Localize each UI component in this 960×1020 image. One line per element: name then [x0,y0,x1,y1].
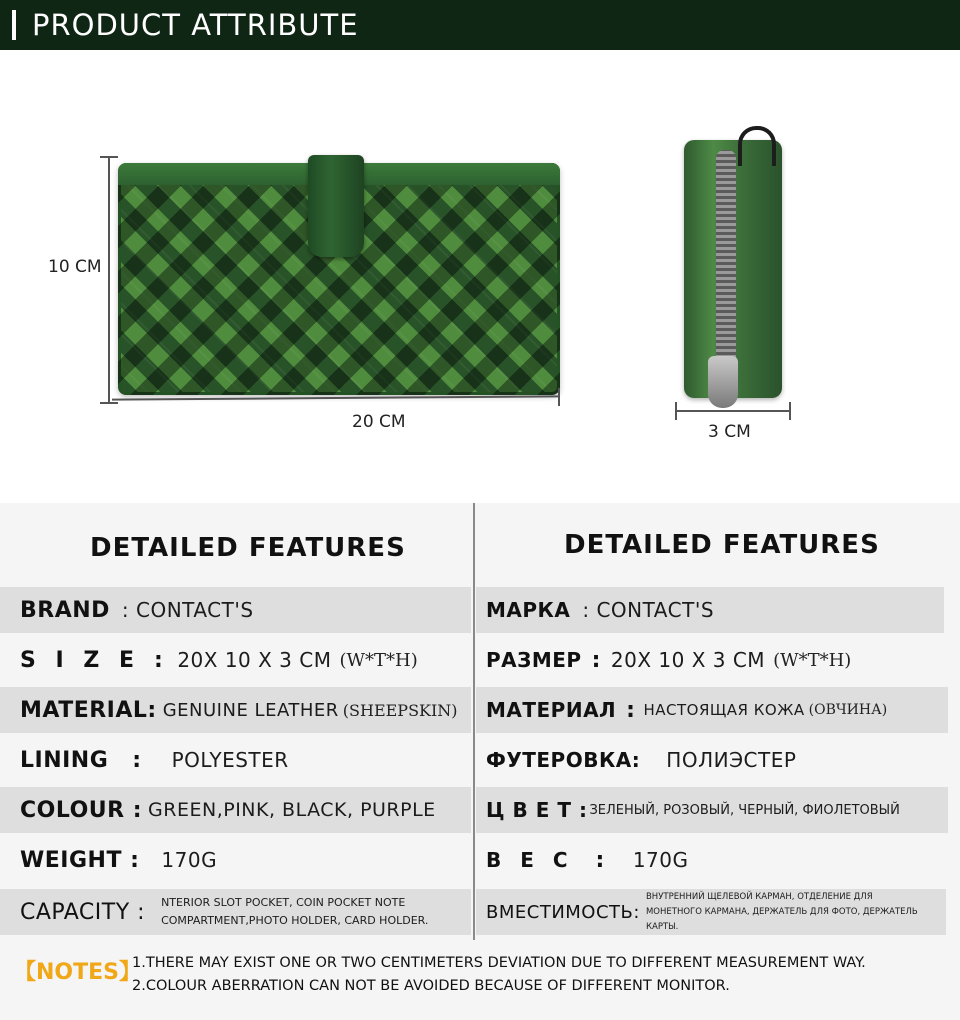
material-label-ru: МАТЕРИАЛ [486,698,617,722]
weight-label-ru: В Е С [486,848,574,872]
capacity-value-ru: ВНУТРЕННИЙ ЩЕЛЕВОЙ КАРМАН, ОТДЕЛЕНИЕ ДЛЯ МОНЕТНОГО КАРМАНА, ДЕРЖАТЕЛЬ ДЛЯ ФОТО, ДЕРЖАТЕЛЬ КАРТЫ. [645,891,918,932]
weight-separator-ru: : [595,847,605,873]
zipper-pull-image [708,356,738,408]
row-weight-right [476,837,944,883]
height-dimension-line [108,156,110,404]
note-line-1: 1.THERE MAY EXIST ONE OR TWO CENTIMETERS DEVIATION DUE TO DIFFERENT MEASUREMENT WAY. [132,955,866,971]
brand-value-ru: : CONTACT'S [582,598,715,622]
size-label-ru: РАЗМЕР [486,648,582,672]
page-header [0,0,960,50]
weight-value: 170G [161,848,218,872]
thickness-tick-right [789,402,791,420]
capacity-label-ru: ВМЕСТИМОСТЬ: [486,901,640,923]
capacity-value: NTERIOR SLOT POCKET, COIN POCKET NOTE COMPARTMENT,PHOTO HOLDER, CARD HOLDER. [161,896,429,927]
material-separator-ru: : [626,697,636,723]
colour-label-ru: Ц В Е Т : [486,798,588,822]
row-size-right [476,637,944,683]
material-paren-ru: (ОВЧИНА) [808,702,888,718]
colour-value-ru: ЗЕЛЕНЫЙ, РОЗОВЫЙ, ЧЕРНЫЙ, ФИОЛЕТОВЫЙ [589,802,900,818]
row-lining-right [476,737,944,783]
zipper-loop-image [738,126,776,166]
page-title: PRODUCT ATTRIBUTE [32,8,359,42]
brand-label: BRAND [20,597,110,623]
header-accent-bar [12,10,16,40]
row-brand-left [0,587,471,633]
height-tick-top [100,156,118,158]
thickness-dimension-label: 3 CM [708,422,751,442]
thickness-tick-left [675,402,677,420]
row-lining-left [0,737,471,783]
note-line-2: 2.COLOUR ABERRATION CAN NOT BE AVOIDED BECAUSE OF DIFFERENT MONITOR. [132,978,730,994]
row-material-right [476,687,948,733]
size-paren-ru: (W*T*H) [773,649,852,671]
size-paren: (W*T*H) [339,649,418,671]
size-label: S I Z E [20,647,140,673]
brand-label-ru: МАРКА [486,598,571,622]
lining-value-ru: ПОЛИЭСТЕР [666,748,797,772]
capacity-label: CAPACITY : [20,899,146,925]
row-material-left [0,687,471,733]
features-title-right: DETAILED FEATURES [564,530,880,560]
material-label: MATERIAL: [20,697,157,723]
height-tick-bottom [100,402,118,404]
size-value: 20X 10 X 3 CM [177,648,332,672]
row-capacity-left [0,889,471,935]
colour-label: COLOUR : [20,797,143,823]
weight-value-ru: 170G [632,848,689,872]
features-divider [473,503,475,940]
width-tick-right [558,388,560,406]
row-brand-right [476,587,944,633]
zipper-image [716,150,736,382]
features-title-left: DETAILED FEATURES [90,533,406,563]
row-size-left [0,637,471,683]
notes-badge: 【NOTES】 [14,960,141,985]
lining-label: LINING [20,747,109,773]
lining-label-ru: ФУТЕРОВКА: [486,748,641,772]
thickness-dimension-line [675,410,791,412]
material-paren: (SHEEPSKIN) [342,700,458,720]
row-colour-left [0,787,471,833]
size-value-ru: 20X 10 X 3 CM [610,648,766,672]
row-colour-right [476,787,948,833]
lining-separator: : [132,747,142,773]
material-value: GENUINE LEATHER [162,699,339,721]
size-separator-ru: : [591,647,601,673]
colour-value: GREEN,PINK, BLACK, PURPLE [148,799,436,821]
weight-label: WEIGHT : [20,847,140,873]
wallet-strap-image [308,155,364,257]
brand-value: : CONTACT'S [121,598,254,622]
row-capacity-right [476,889,946,935]
width-dimension-label: 20 CM [352,412,406,432]
row-weight-left [0,837,471,883]
width-dimension-line [112,395,560,400]
height-dimension-label: 10 CM [48,257,102,277]
material-value-ru: НАСТОЯЩАЯ КОЖА [643,701,805,719]
lining-value: POLYESTER [171,748,289,772]
size-separator: : [154,647,164,673]
